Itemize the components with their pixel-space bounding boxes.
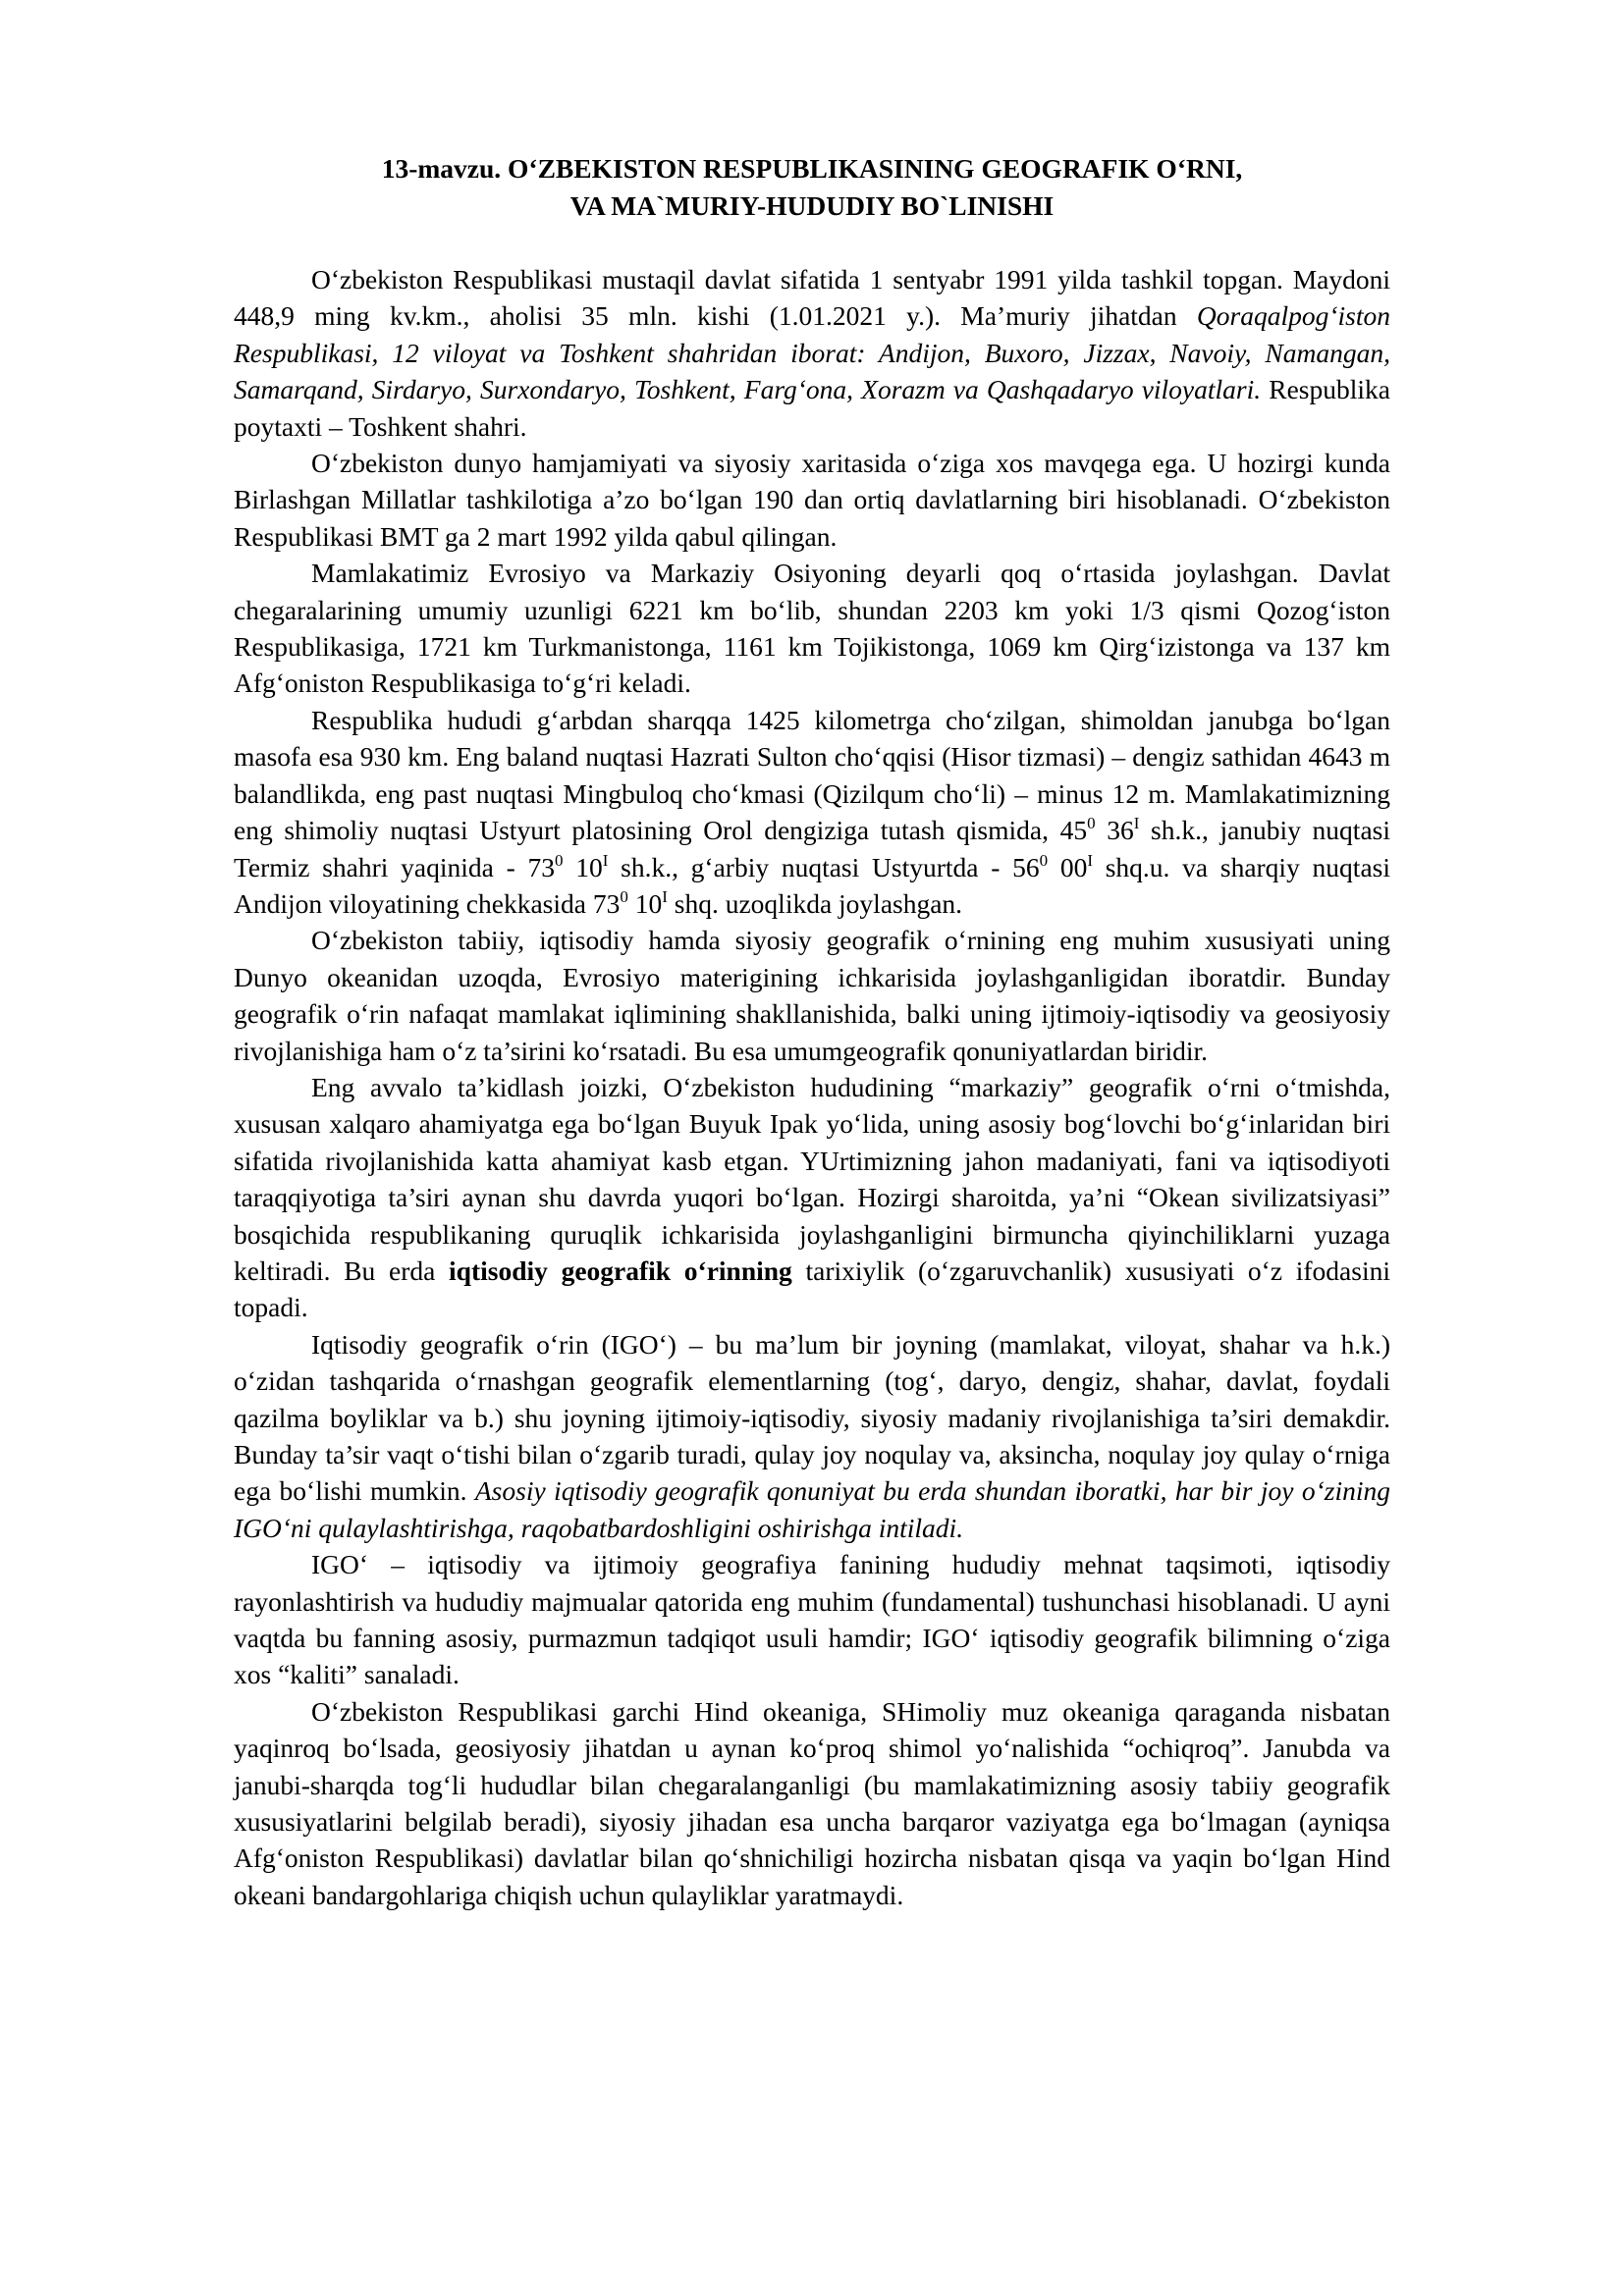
degree-superscript: 0 — [620, 886, 628, 906]
paragraph-6 — [234, 1069, 1390, 1326]
paragraph-6-bold: iqtisodiy geografik o‘rinning — [449, 1255, 792, 1286]
minute-superscript: I — [662, 886, 668, 906]
paragraph-4 — [234, 702, 1390, 922]
paragraph-1 — [234, 261, 1390, 445]
page-title — [234, 150, 1390, 225]
paragraph-1-text-end: Respublika poytaxti – Toshkent shahri. — [234, 374, 1390, 442]
degree-superscript: 0 — [554, 850, 564, 870]
paragraph-4-text: 00 — [1048, 851, 1088, 882]
paragraph-4-text: shq. uzoqlikda joylashgan. — [667, 887, 963, 919]
paragraph-7-italic: Asosiy iqtisodiy geografik qonuniyat bu erda shundan iboratki, har bir joy o‘zining IGO‘ni qulaylashtirishga, raqobatbardoshligini oshirishga intiladi. — [234, 1475, 1390, 1543]
paragraph-4-text: 36 — [1095, 815, 1134, 846]
paragraph-8: IGO‘ – iqtisodiy va ijtimoiy geografiya fanining hududiy mehnat taqsimoti, iqtisodiy rayonlashtirish va hududiy majmualar qatorida eng muhim (fundamental) tushunchasi hisoblanadi. U ayni vaqtda bu fanning asosiy, purmazmun tadqiqot usuli hamdir; IGO‘ iqtisodiy geografik bilimning o‘ziga xos “kaliti” sanaladi. — [234, 1549, 1390, 1690]
minute-superscript: I — [602, 850, 609, 870]
minute-superscript: I — [1133, 814, 1140, 833]
paragraph-5: O‘zbekiston tabiiy, iqtisodiy hamda siyosiy geografik o‘rnining eng muhim xususiyati uning Dunyo okeanidan uzoqda, Evrosiyo materigining ichkarisida joylashganligidan iboratdir. Bunday geografik o‘rin nafaqat mamlakat iqlimining shakllanishida, balki uning ijtimoiy-iqtisodiy va geosiyosiy rivojlanishiga ham o‘z ta’sirini ko‘rsatadi. Bu esa umumgeografik qonuniyatlardan biridir. — [234, 925, 1390, 1066]
degree-superscript: 0 — [1087, 814, 1096, 833]
paragraph-9: O‘zbekiston Respublikasi garchi Hind okeaniga, SHimoliy muz okeaniga qaraganda nisbatan yaqinroq bo‘lsada, geosiyosiy jihatdan u aynan ko‘proq shimol yo‘nalishida “ochiqroq”. Janubda va janubi-sharqda tog‘li hududlar bilan chegaralanganligi (bu mamlakatimizning asosiy tabiiy geografik xususiyatlarini belgilab beradi), siyosiy jihadan esa uncha barqaror vaziyatga ega bo‘lmagan (ayniqsa Afg‘oniston Respublikasi) davlatlar bilan qo‘shnichiligi hozircha nisbatan qisqa va yaqin bo‘lgan Hind okeani bandargohlariga chiqish uchun qulayliklar yaratmaydi. — [234, 1695, 1390, 1910]
title-line-2: VA MA`MURIY-HUDUDIY BO`LINISHI — [569, 190, 1055, 221]
paragraph-4-text: sh.k., g‘arbiy nuqtasi Ustyurtda - 56 — [608, 851, 1040, 882]
paragraph-1-text: O‘zbekiston Respublikasi mustaqil davlat sifatida 1 sentyabr 1991 yilda tashkil topgan. Maydoni 448,9 ming kv.km., aholisi 35 mln. kishi (1.01.2021 y.). Ma’muriy jihatdan — [234, 264, 1390, 332]
paragraph-2: O‘zbekiston dunyo hamjamiyati va siyosiy xaritasida o‘ziga xos mavqega ega. U hozirgi kunda Birlashgan Millatlar tashkilotiga a’zo bo‘lgan 190 dan ortiq davlatlarning biri hisoblanadi. O‘zbekiston Respublikasi BMT ga 2 mart 1992 yilda qabul qilingan. — [234, 448, 1390, 552]
paragraph-4-text: 10 — [627, 887, 663, 919]
paragraph-4-text: 10 — [563, 851, 603, 882]
paragraph-7-text: Iqtisodiy geografik o‘rin (IGO‘) – bu ma’lum bir joyning (mamlakat, viloyat, shahar va h.k.) o‘zidan tashqarida o‘rnashgan geografik elementlarning (tog‘, daryo, dengiz, shahar, davlat, foydali qazilma boyliklar va b.) shu joyning ijtimoiy-iqtisodiy, siyosiy madaniy rivojlanishiga ta’siri demakdir. Bunday ta’sir vaqt o‘tishi bilan o‘zgarib turadi, qulay joy noqulay va, aksincha, noqulay joy qulay o‘rniga ega bo‘lishi mumkin. — [234, 1328, 1390, 1507]
paragraph-3: Mamlakatimiz Evrosiyo va Markaziy Osiyoning deyarli qoq o‘rtasida joylashgan. Davlat chegaralarining umumiy uzunligi 6221 km bo‘lib, shundan 2203 km yoki 1/3 qismi Qozog‘iston Respublikasiga, 1721 km Turkmanistonga, 1161 km Tojikistonga, 1069 km Qirg‘izistonga va 137 km Afg‘oniston Respublikasiga to‘g‘ri keladi. — [234, 558, 1390, 699]
document-body — [234, 261, 1390, 1913]
paragraph-4-text: Respublika hududi g‘arbdan sharqqa 1425 kilometrga cho‘zilgan, shimoldan janubga bo‘lgan masofa esa 930 km. Eng baland nuqtasi Hazrati Sulton cho‘qqisi (Hisor tizmasi) – dengiz sathidan 4643 m balandlikda, eng past nuqtasi Mingbuloq cho‘kmasi (Qizilqum cho‘li) – minus 12 m. Mamlakatimizning eng shimoliy nuqtasi Ustyurt platosining Orol dengiziga tutash qismida, 45 — [234, 704, 1390, 846]
paragraph-6-text: Eng avvalo ta’kidlash joizki, O‘zbekiston hududining “markaziy” geografik o‘rni o‘tmishda, xususan xalqaro ahamiyatga ega bo‘lgan Buyuk Ipak yo‘lida, uning asosiy bog‘lovchi bo‘g‘inlaridan biri sifatida rivojlanishida katta ahamiyat kasb etgan. YUrtimizning jahon madaniyati, fani va iqtisodiyoti taraqqiyotiga ta’siri aynan shu davrda yuqori bo‘lgan. Hozirgi sharoitda, ya’ni “Okean sivilizatsiyasi” bosqichida respublikaning quruqlik ichkarisida joylashganligini birmuncha qiyinchiliklarni yuzaga keltiradi. Bu erda — [234, 1071, 1390, 1286]
paragraph-7 — [234, 1326, 1390, 1546]
paragraph-4-text: shq.u. va sharqiy nuqtasi Andijon viloyatining chekkasida 73 — [234, 851, 1390, 919]
degree-superscript: 0 — [1039, 850, 1049, 870]
title-line-1: 13-mavzu. O‘ZBEKISTON RESPUBLIKASINING GEOGRAFIK O‘RNI, — [381, 153, 1243, 184]
paragraph-4-text: sh.k., janubiy nuqtasi Termiz shahri yaqinida - 73 — [234, 815, 1391, 882]
minute-superscript: I — [1087, 850, 1093, 870]
paragraph-1-italic: Qoraqalpog‘iston Respublikasi, 12 viloyat va Toshkent shahridan iborat: Andijon, Buxoro, Jizzax, Navoiy, Namangan, Samarqand, Sirdaryo, Surxondaryo, Toshkent, Farg‘ona, Xorazm va Qashqadaryo viloyatlari. — [234, 300, 1390, 405]
paragraph-6-text-end: tarixiylik (o‘zgaruvchanlik) xususiyati o‘z ifodasini topadi. — [234, 1255, 1390, 1323]
